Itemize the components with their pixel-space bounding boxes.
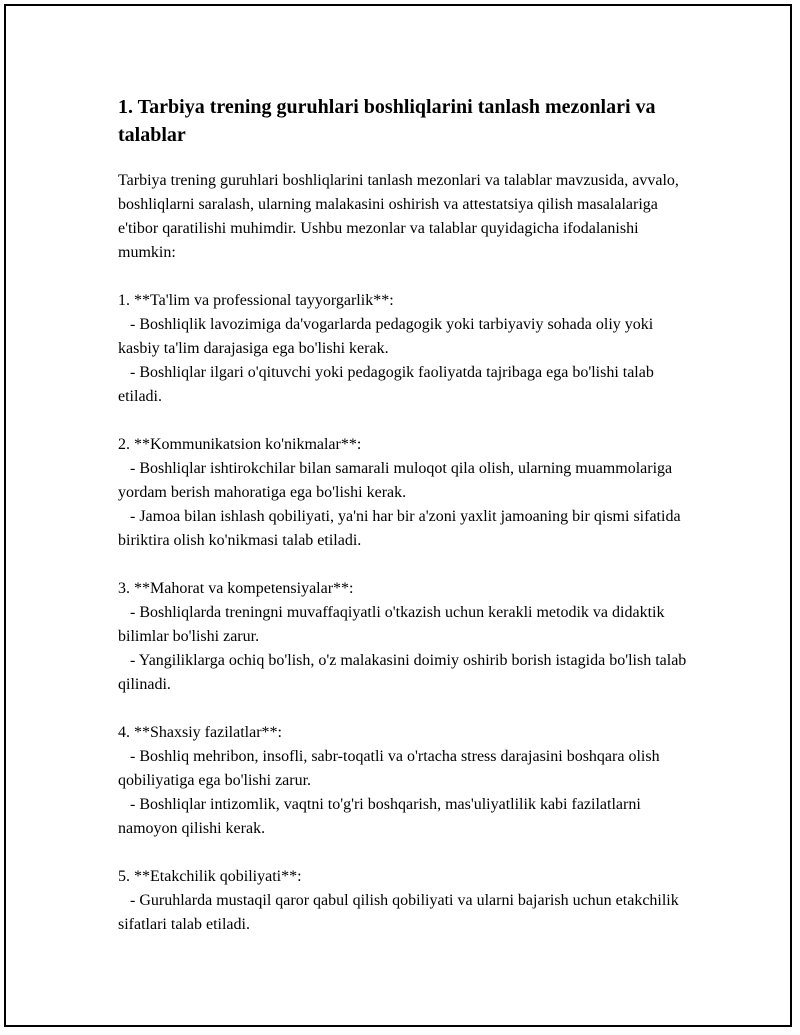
section-communication xyxy=(118,433,698,553)
document-body xyxy=(118,93,698,961)
section-heading: 2. **Kommunikatsion ko'nikmalar**: xyxy=(118,436,362,453)
section-bullet: - Boshliqlik lavozimiga da'vogarlarda pedagogik yoki tarbiyaviy sohada oliy yoki kasbiy ta'lim darajasiga ega bo'lishi kerak. xyxy=(118,316,658,357)
intro-paragraph: Tarbiya trening guruhlari boshliqlarini tanlash mezonlari va talablar mavzusida, avvalo, boshliqlarni saralash, ularning malakasini oshirish va attestatsiya qilish masalalariga e'tibor qaratilishi muhimdir. Ushbu mezonlar va talablar quyidagicha ifodalanishi mumkin: xyxy=(118,172,679,261)
section-skills xyxy=(118,577,698,697)
section-bullet: - Boshliq mehribon, insofli, sabr-toqatli va o'rtacha stress darajasini boshqara olish qobiliyatiga ega bo'lishi zarur. xyxy=(118,748,664,789)
section-heading: 5. **Etakchilik qobiliyati**: xyxy=(118,868,302,885)
section-leadership xyxy=(118,865,698,937)
section-bullet: - Jamoa bilan ishlash qobiliyati, ya'ni har bir a'zoni yaxlit jamoaning bir qismi sifatida biriktira olish ko'nikmasi talab etiladi. xyxy=(118,508,685,549)
section-bullet: - Yangiliklarga ochiq bo'lish, o'z malakasini doimiy oshirib borish istagida bo'lish talab qilinadi. xyxy=(118,652,691,693)
section-bullet: - Boshliqlar intizomlik, vaqtni to'g'ri boshqarish, mas'uliyatlilik kabi fazilatlarni namoyon qilishi kerak. xyxy=(118,796,645,837)
section-heading: 1. **Ta'lim va professional tayyorgarlik**: xyxy=(118,292,394,309)
section-personal-qualities xyxy=(118,721,698,841)
section-heading: 4. **Shaxsiy fazilatlar**: xyxy=(118,724,282,741)
section-bullet: - Boshliqlarda treningni muvaffaqiyatli o'tkazish uchun kerakli metodik va didaktik bilimlar bo'lishi zarur. xyxy=(118,604,669,645)
section-bullet: - Guruhlarda mustaqil qaror qabul qilish qobiliyati va ularni bajarish uchun etakchilik sifatlari talab etiladi. xyxy=(118,892,683,933)
section-bullet: - Boshliqlar ilgari o'qituvchi yoki pedagogik faoliyatda tajribaga ega bo'lishi talab etiladi. xyxy=(118,364,658,405)
section-education xyxy=(118,289,698,409)
section-bullet: - Boshliqlar ishtirokchilar bilan samarali muloqot qila olish, ularning muammolariga yordam berish mahoratiga ega bo'lishi kerak. xyxy=(118,460,677,501)
document-title: 1. Tarbiya trening guruhlari boshliqlarini tanlash mezonlari va talablar xyxy=(118,96,656,146)
section-heading: 3. **Mahorat va kompetensiyalar**: xyxy=(118,580,354,597)
